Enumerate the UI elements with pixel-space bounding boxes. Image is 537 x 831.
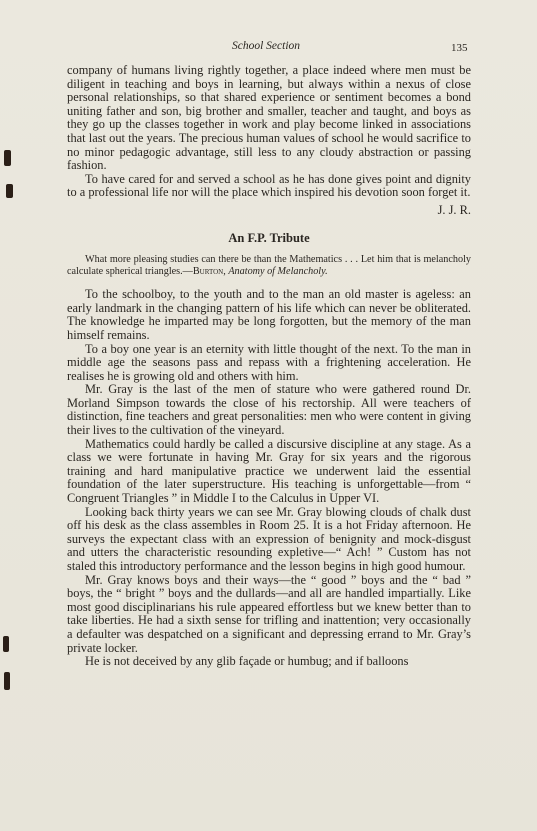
epigraph-author: Burton,: [192, 265, 226, 277]
binding-mark: [6, 184, 13, 198]
paragraph: Mr. Gray is the last of the men of stature who were gathered round Dr. Morland Simpson towards the close of his rectorship. All were teachers of distinction, fine teachers and great personalities: men who were content in giving their lives to the cultivation of the vineyard.: [67, 382, 471, 438]
section-title: School Section: [232, 40, 301, 52]
page-number: 135: [451, 42, 468, 54]
binding-mark: [4, 150, 11, 166]
epigraph-work: Anatomy of Melancholy.: [228, 265, 328, 277]
paragraph: Mr. Gray knows boys and their ways—the “ good ” boys and the “ bad ” boys, the “ bright ” boys and the dullards—and all are handled impartially. Like most good disciplinarians his rule appeared effortless but we knew better than to take liberties. He had a sixth sense for trifling and inattention; very occasionally a defaulter was despatched on a significant and depressing errand to Mr. Gray’s private locker.: [67, 572, 471, 655]
article-title: An F.P. Tribute: [228, 230, 310, 245]
page-body: [67, 64, 471, 669]
paragraph: Looking back thirty years we can see Mr. Gray blowing clouds of chalk dust off his desk as the class assembles in Room 25. It is a hot Friday afternoon. He surveys the expectant class with an expression of benignity and mock-disgust and utters the characteristic resounding expletive—“ Ach! ” Custom has not staled this introductory performance and the lesson begins in high good humour.: [67, 504, 471, 573]
paragraph: To the schoolboy, to the youth and to the man an old master is ageless: an early landmark in the changing pattern of his life which can never be obliterated. The knowledge he imparted may be long forgotten, but the memory of the man himself remains.: [67, 287, 471, 342]
paragraph: To a boy one year is an eternity with little thought of the next. To the man in middle age the seasons pass and repass with a frightening acceleration. He realises he is growing old and others with him.: [67, 341, 471, 383]
paragraph: He is not deceived by any glib façade or humbug; and if balloons: [85, 654, 409, 669]
paragraph: Mathematics could hardly be called a discursive discipline at any stage. As a class we were fortunate in having Mr. Gray for six years and the rigorous training and hard manipulative practice we underwent laid the essential foundation of the later superstructure. His teaching is unforgettable—from “ Congruent Triangles ” in Middle I to the Calculus in Upper VI.: [67, 436, 471, 506]
binding-mark: [4, 672, 10, 690]
epigraph: [67, 254, 471, 277]
epigraph-quote: What more pleasing studies can there be than the Mathematics . . . Let him that is melancholy calculate spherical triangles.—: [67, 254, 471, 277]
binding-mark: [3, 636, 9, 652]
paragraph: company of humans living rightly together, a place indeed where men must be diligent in teaching and boys in learning, but always within a nexus of close personal relationships, so that shared experience or sentiment becomes a bond uniting father and son, big brother and smaller, teacher and taught, and boys as they go up the classes together in work and play become linked in associations that last out the years. The precious human values of school he would sacrifice to no minor pedagogic advantage, still less to any cloudy abstraction or passing fashion.: [67, 63, 471, 173]
paragraph: To have cared for and served a school as he has done gives point and dignity to a professional life nor will the place which inspired his devotion soon forget it.: [67, 171, 471, 200]
author-signature: J. J. R.: [437, 202, 471, 217]
running-header: [0, 40, 537, 58]
